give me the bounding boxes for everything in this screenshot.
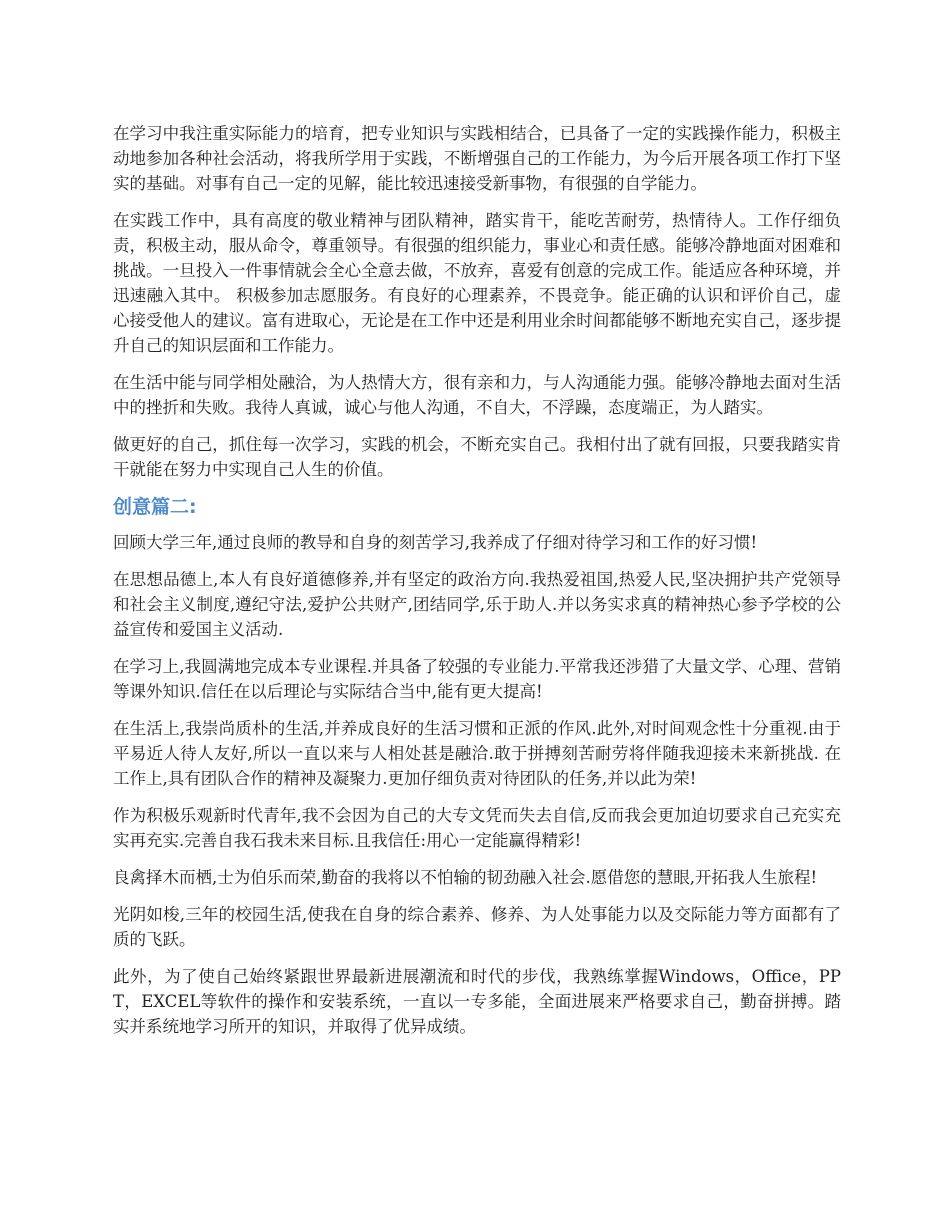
paragraph: 作为积极乐观新时代青年,我不会因为自己的大专文凭而失去自信,反而我会更加迫切要求自己充实充实再充实.完善自我石我未来目标.且我信任:用心一定能赢得精彩!	[113, 806, 841, 850]
paragraph: 在实践工作中，具有高度的敬业精神与团队精神，踏实肯干，能吃苦耐劳，热情待人。工作仔细负责，积极主动，服从命令，尊重领导。有很强的组织能力，事业心和责任感。能够冷静地面对困难和挑战。一旦投入一件事情就会全心全意去做，不放弃，喜爱有创意的完成工作。能适应各种环境，并迅速融入其中。 积极参加志愿服务。有良好的心理素养，不畏竞争。能正确的认识和评价自己，虚心接受他人的建议。富有进取心，无论是在工作中还是利用业余时间都能够不断地充实自己，逐步提升自己的知识层面和工作能力。	[113, 211, 841, 355]
paragraph: 良禽择木而栖,士为伯乐而荣,勤奋的我将以不怕输的韧劲融入社会.愿借您的慧眼,开拓我人生旅程!	[113, 868, 818, 887]
document-body	[113, 121, 841, 1051]
paragraph: 在生活上,我崇尚质朴的生活,并养成良好的生活习惯和正派的作风.此外,对时间观念性十分重视.由于平易近人待人友好,所以一直以来与人相处甚是融洽.敢于拼搏刻苦耐劳将伴随我迎接未来新挑战. 在工作上,具有团队合作的精神及凝聚力.更加仔细负责对待团队的任务,并以此为荣!	[113, 719, 841, 788]
section-heading: 创意篇二:	[113, 496, 197, 518]
paragraph: 做更好的自己，抓住每一次学习，实践的机会，不断充实自己。我相付出了就有回报，只要我踏实肯干就能在努力中实现自己人生的价值。	[113, 435, 841, 479]
paragraph: 在思想品德上,本人有良好道德修养,并有坚定的政治方向.我热爱祖国,热爱人民,坚决拥护共产党领导和社会主义制度,遵纪守法,爱护公共财产,团结同学,乐于助人.并以务实求真的精神热心参予学校的公益宣传和爱国主义活动.	[113, 570, 841, 639]
paragraph: 在生活中能与同学相处融洽，为人热情大方，很有亲和力，与人沟通能力强。能够冷静地去面对生活中的挫折和失败。我待人真诚，诚心与他人沟通，不自大，不浮躁，态度端正，为人踏实。	[113, 373, 841, 417]
paragraph: 在学习上,我圆满地完成本专业课程.并具备了较强的专业能力.平常我还涉猎了大量文学、心理、营销等课外知识.信任在以后理论与实际结合当中,能有更大提高!	[113, 657, 841, 701]
paragraph: 此外，为了使自己始终紧跟世界最新进展潮流和时代的步伐，我熟练掌握Windows，Office，PPT，EXCEL等软件的操作和安装系统，一直以一专多能，全面进展来严格要求自己，勤奋拼搏。踏实并系统地学习所开的知识，并取得了优异成绩。	[113, 967, 841, 1036]
paragraph: 回顾大学三年,通过良师的教导和自身的刻苦学习,我养成了仔细对待学习和工作的好习惯!	[113, 533, 758, 552]
paragraph: 光阴如梭,三年的校园生活,使我在自身的综合素养、修养、为人处事能力以及交际能力等方面都有了质的飞跃。	[113, 905, 841, 949]
paragraph: 在学习中我注重实际能力的培育，把专业知识与实践相结合，已具备了一定的实践操作能力，积极主动地参加各种社会活动，将我所学用于实践，不断增强自己的工作能力，为今后开展各项工作打下坚实的基础。对事有自己一定的见解，能比较迅速接受新事物，有很强的自学能力。	[113, 124, 841, 193]
